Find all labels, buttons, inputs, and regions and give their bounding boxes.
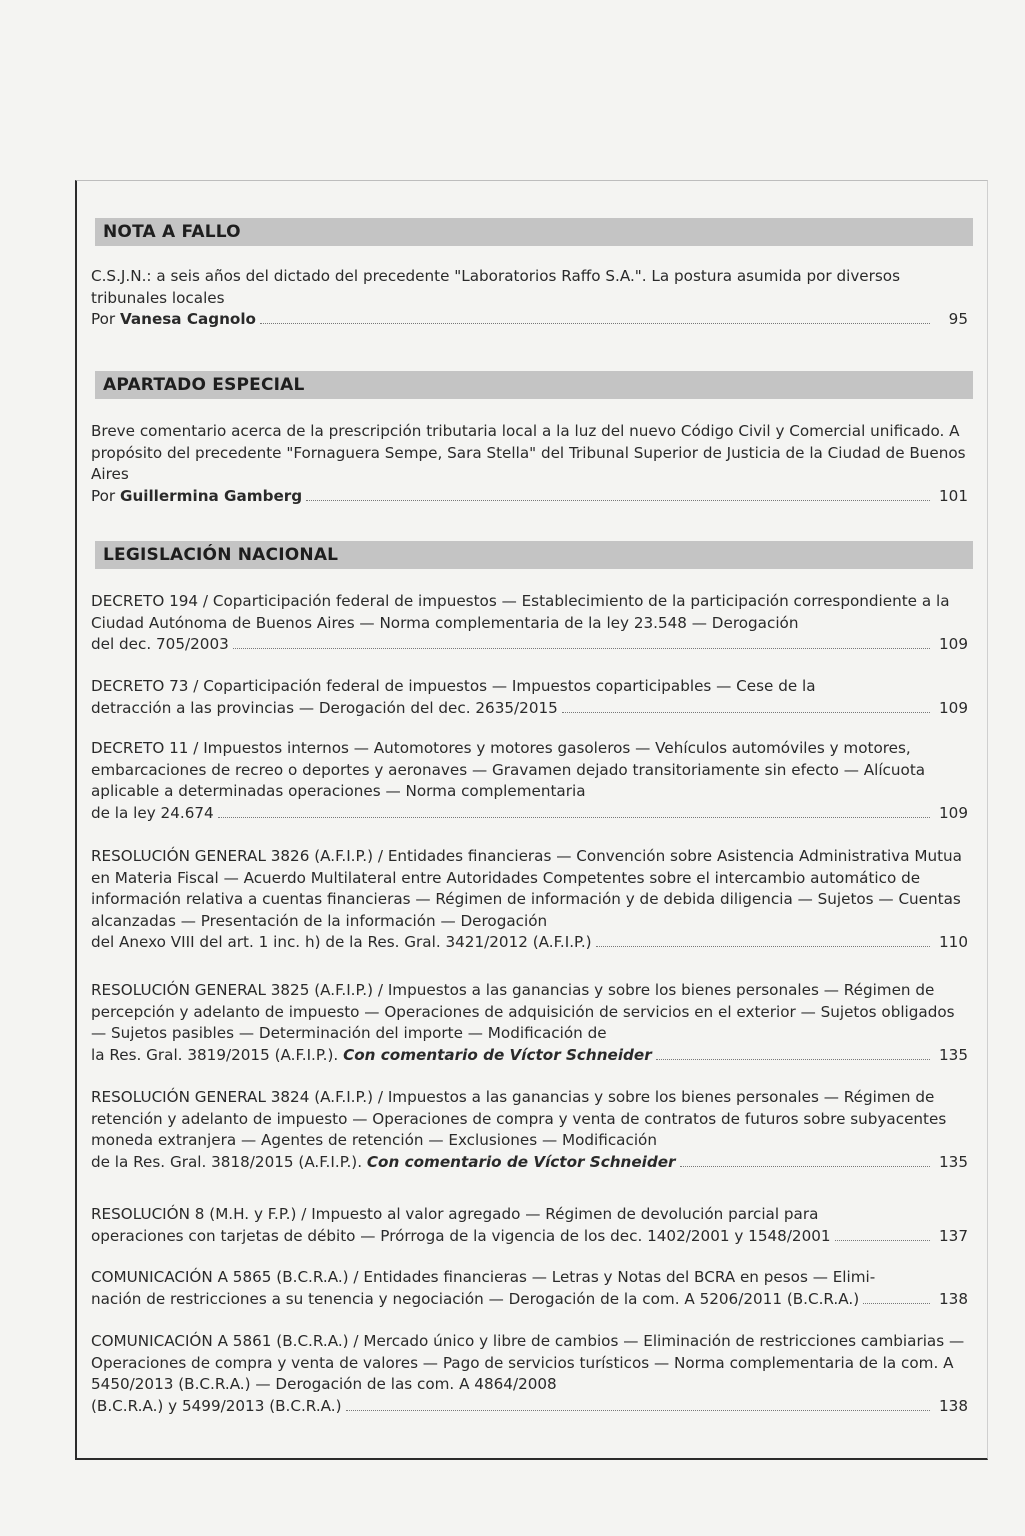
entry-last-text: nación de restricciones a su tenencia y negociación — Derogación de la com. A 5206/2011 (B.C.R.A.) — [91, 1289, 860, 1308]
leader-dots — [656, 1059, 930, 1060]
entry-last-line — [91, 1045, 968, 1067]
leader-dots — [596, 946, 930, 947]
toc-entry[interactable] — [91, 591, 968, 656]
entry-last-line — [91, 1226, 968, 1248]
leader-dots — [233, 648, 930, 649]
leader-dots — [346, 1410, 930, 1411]
comment-author: Con comentario de Víctor Schneider — [343, 1045, 652, 1064]
entry-text: Breve comentario acerca de la prescripción tributaria local a la luz del nuevo Código Civil y Comercial unificado. A propósito del precedente "Fornaguera Sempe, Sara Stella" del Tribunal Superior de Justicia de la Ciudad de Buenos Aires — [91, 422, 966, 483]
entry-text: RESOLUCIÓN GENERAL 3824 (A.F.I.P.) / Impuestos a las ganancias y sobre los bienes personales — Régimen de retención y adelanto de impuesto — Operaciones de compra y venta de contratos de futuros sobre subyacentes moneda extranjera — Agentes de retención — Exclusiones — Modificación — [91, 1088, 947, 1149]
page-number: 138 — [939, 1289, 968, 1308]
leader-dots — [863, 1303, 930, 1304]
entry-text: COMUNICACIÓN A 5861 (B.C.R.A.) / Mercado único y libre de cambios — Eliminación de restricciones cambiarias — Operaciones de compra y venta de valores — Pago de servicios turísticos — Norma complementaria de la com. A 5450/2013 (B.C.R.A.) — Derogación de las com. A 4864/2008 — [91, 1332, 965, 1393]
page-number: 109 — [939, 635, 968, 653]
comment-author: Con comentario de Víctor Schneider — [366, 1152, 676, 1171]
toc-entry[interactable] — [91, 266, 968, 331]
leader-dots — [218, 817, 930, 818]
entry-last-line — [91, 309, 968, 331]
entry-last-line — [91, 932, 968, 954]
toc-entry[interactable] — [91, 980, 968, 1066]
leader-dots — [680, 1166, 930, 1167]
entry-text: RESOLUCIÓN GENERAL 3825 (A.F.I.P.) / Impuestos a las ganancias y sobre los bienes personales — Régimen de percepción y adelanto de impuesto — Operaciones de adquisición de servicios en el exterior — Sujetos obligados — Sujetos pasibles — Determinación del importe — Modificación de — [91, 981, 955, 1042]
entry-text: COMUNICACIÓN A 5865 (B.C.R.A.) / Entidades financieras — Letras y Notas del BCRA en pesos — Elimi- — [91, 1268, 876, 1286]
entry-text: DECRETO 73 / Coparticipación federal de impuestos — Impuestos coparticipables — Cese de la — [91, 677, 816, 695]
entry-last-line — [91, 486, 968, 508]
author-name: Guillermina Gamberg — [119, 486, 303, 505]
toc-entry[interactable] — [91, 846, 968, 954]
section-heading-nota-a-fallo: NOTA A FALLO — [95, 218, 973, 246]
entry-last-text: de la ley 24.674 — [91, 803, 214, 822]
leader-dots — [835, 1240, 930, 1241]
leader-dots — [260, 323, 930, 324]
page-number: 135 — [939, 1152, 968, 1171]
toc-entry[interactable] — [91, 738, 968, 824]
entry-text: C.S.J.N.: a seis años del dictado del precedente "Laboratorios Raffo S.A.". La postura asumida por diversos tribunales locales — [91, 267, 901, 307]
entry-last-text: del Anexo VIII del art. 1 inc. h) de la Res. Gral. 3421/2012 (A.F.I.P.) — [91, 933, 592, 951]
entry-last-text: la Res. Gral. 3819/2015 (A.F.I.P.). — [91, 1045, 344, 1064]
page-number: 101 — [939, 486, 968, 505]
page-number: 109 — [939, 803, 968, 822]
entry-last-line — [91, 698, 968, 720]
leader-dots — [306, 500, 930, 501]
section-heading-legislacion-nacional: LEGISLACIÓN NACIONAL — [95, 541, 973, 569]
author-prefix: Por — [91, 310, 120, 328]
entry-text: RESOLUCIÓN GENERAL 3826 (A.F.I.P.) / Entidades financieras — Convención sobre Asistencia Administrativa Mutua en Materia Fiscal — Acuerdo Multilateral entre Autoridades Competentes sobre el intercambio automático de información relativa a cuentas financieras — Régimen de información y de debida diligencia — Sujetos — Cuentas alcanzadas — Presentación de la información — Derogación — [91, 847, 962, 930]
entry-last-text: (B.C.R.A.) y 5499/2013 (B.C.R.A.) — [91, 1396, 342, 1415]
entry-last-text: operaciones con tarjetas de débito — Prórroga de la vigencia de los dec. 1402/2001 y 1548/2001 — [91, 1226, 831, 1245]
entry-last-line — [91, 803, 968, 825]
entry-last-text: de la Res. Gral. 3818/2015 (A.F.I.P.). — [91, 1152, 367, 1171]
entry-last-line — [91, 1396, 968, 1418]
section-heading-apartado-especial: APARTADO ESPECIAL — [95, 371, 973, 399]
toc-entry[interactable] — [91, 1267, 968, 1310]
entry-last-line — [91, 634, 968, 656]
page-number: 138 — [939, 1396, 968, 1415]
entry-text: DECRETO 11 / Impuestos internos — Automotores y motores gasoleros — Vehículos automóviles y motores, embarcaciones de recreo o deportes y aeronaves — Gravamen dejado transitoriamente sin efecto — Alícuota aplicable a determinadas operaciones — Norma complementaria — [91, 739, 926, 800]
entry-last-line — [91, 1152, 968, 1174]
entry-last-text: detracción a las provincias — Derogación del dec. 2635/2015 — [91, 698, 558, 717]
page-number: 110 — [939, 933, 968, 951]
page-number: 135 — [939, 1045, 968, 1064]
author-name: Vanesa Cagnolo — [119, 310, 256, 328]
toc-entry[interactable] — [91, 421, 968, 507]
page-number: 137 — [939, 1226, 968, 1245]
toc-entry[interactable] — [91, 1331, 968, 1417]
toc-entry[interactable] — [91, 1204, 968, 1247]
author-prefix: Por — [91, 486, 120, 505]
page-number: 95 — [948, 310, 968, 328]
entry-last-line — [91, 1289, 968, 1311]
toc-entry[interactable] — [91, 676, 968, 719]
toc-entry[interactable] — [91, 1087, 968, 1173]
page-number: 109 — [939, 698, 968, 717]
leader-dots — [562, 712, 930, 713]
entry-text: DECRETO 194 / Coparticipación federal de impuestos — Establecimiento de la participación correspondiente a la Ciudad Autónoma de Buenos Aires — Norma complementaria de la ley 23.548 — Derogación — [91, 592, 950, 632]
entry-last-text: del dec. 705/2003 — [91, 635, 229, 653]
entry-text: RESOLUCIÓN 8 (M.H. y F.P.) / Impuesto al valor agregado — Régimen de devolución parcial para — [91, 1205, 819, 1223]
